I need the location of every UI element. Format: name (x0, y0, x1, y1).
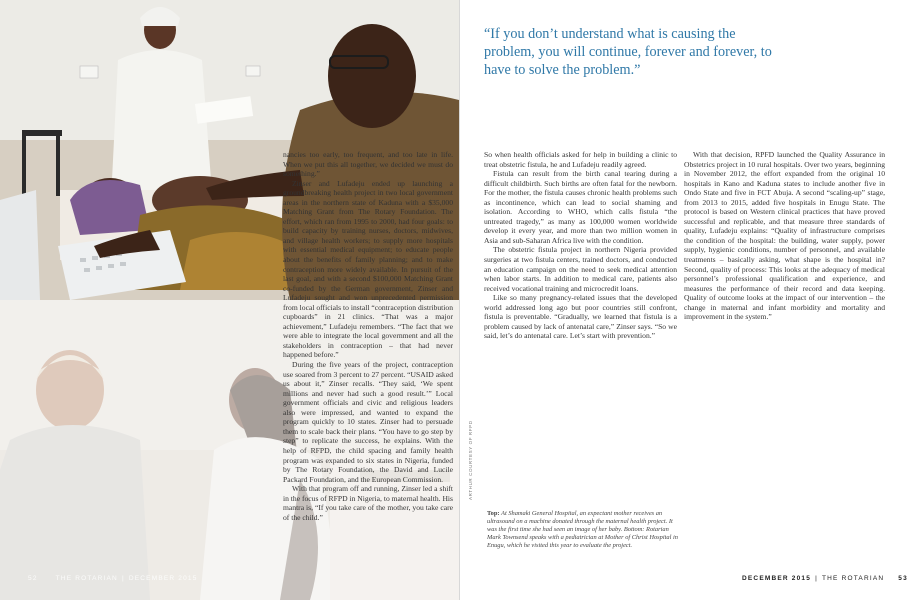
photo-credit: ARTHUR COURTESY OF RFPD (468, 420, 473, 500)
paragraph: With that program off and running, Zinser led a shift in the focus of RFPD in Nigeria, to maternal health. His mantra is, “If you take care of the mother, you take care of the child.” (283, 484, 453, 522)
paragraph: During the five years of the project, contraception use soared from 3 percent to 27 percent. “USAID asked us about it,” Zinser recalls. “They said, ‘We spent millions and never had such a good result.’” Local government officials and civic and religious leaders also were impressed, and wanted to expand the program quickly to 10 states. Zinser had to persuade them to scale back their plans. “You have to go step by step” to replicate the success, he explains. With the help of RFPD, the child spacing and family health program was expanded to six states in Nigeria, funded by The Rotary Foundation, the David and Lucile Packard Foundation, and the European Commission. (283, 360, 453, 484)
magazine-name: THE ROTARIAN (821, 575, 885, 582)
issue-date: DECEMBER 2015 (742, 575, 812, 582)
magazine-name: THE ROTARIAN (55, 575, 118, 582)
page-number: 52 (28, 575, 38, 582)
body-column-left (283, 150, 453, 522)
body-column-middle (484, 150, 677, 341)
pull-quote: “If you don’t understand what is causing the problem, you will continue, forever and forever, to have to solve the problem.” (484, 26, 772, 78)
caption-text: At Shamaki General Hospital, an expectant mother receives an ultrasound on a machine donated through the maternal health project. It was the first time she had seen an image of her baby. Bottom: Rotarian Mark Townsend speaks with a pediatrician at Mother of Christ Hospital in Enugu, which he visited this year to evaluate the project. (487, 510, 678, 549)
folio-left: 52 THE ROTARIAN | DECEMBER 2015 (28, 575, 198, 582)
paragraph: Zinser and Lufadeju ended up launching a groundbreaking health project in two local government areas in the northern state of Kaduna with a $35,000 Matching Grant from The Rotary Foundation. The effort, which ran from 1995 to 2000, had four goals: to build capacity by training nurses, doctors, midwives, and village health workers; to supply more hospitals with essential medical equipment; to educate people about the benefits of family planning; and to make contraception more widely available. In pursuit of the last goal, and with a second $100,000 Matching Grant co-funded by the German government, Zinser and Lufadeju sought and won unprecedented permission from local officials to install “contraception distribution cupboards” in 21 clinics. “That was a major achievement,” Lufadeju remembers. “The fact that we were able to integrate the local government and all the stakeholders in contraception – that had never happened before.” (283, 178, 453, 360)
issue-date: DECEMBER 2015 (128, 575, 198, 582)
paragraph: The obstetric fistula project in northern Nigeria provided surgeries at two fistula centers, trained doctors, and conducted an education campaign on the need to seek medical attention when labor starts. In addition to medical care, patients also received vocational training and microcredit loans. (484, 245, 677, 293)
paragraph: Fistula can result from the birth canal tearing during a difficult childbirth. Such births are often fatal for the newborn. For the mother, the fistula causes chronic health problems such as incontinence, which can lead to social shaming and isolation. According to WHO, which calls fistula “the untreated tragedy,” as many as 100,000 women worldwide develop it every year, and more than two million women in Asia and sub-Saharan Africa live with the condition. (484, 169, 677, 245)
paragraph: Like so many pregnancy-related issues that the developed world addressed long ago but poor countries still confront, fistula is preventable. “Gradually, we learned that fistula is a problem caused by lack of antenatal care,” Zinser says. “So we said, let’s do antenatal care. Let’s start with prevention.” (484, 293, 677, 341)
page-number: 53 (898, 575, 908, 582)
paragraph: nancies too early, too frequent, and too late in life. When we put this all together, we decided we must do something.” (283, 150, 453, 179)
paragraph: With that decision, RPFD launched the Quality Assurance in Obstetrics project in 10 rural hospitals. Over two years, beginning in November 2012, the effort expanded from the original 10 hospitals in Kano and Kaduna states to include another five in Ondo State and five in FCT Abuja. A second “scaling-up” stage, from 2013 to 2015, added five hospitals in Enugu State. The protocol is based on Western clinical practices that have proved successful and replicable, and that measure three standards of quality, Lufadeju explains: “Quality of infrastructure comprises the condition of the hospital: the building, water supply, power supply, hygienic conditions, number of personnel, and available treatments – basically asking, what shape is the hospital in? Second, quality of process: This looks at the adequacy of medical personnel’s professional qualification and experience, and measures the performance of their record and data keeping. Quality of outcome looks at the impact of our intervention – the change in maternal and infant morbidity and mortality and improvement in the system.” (684, 150, 885, 322)
folio-right: DECEMBER 2015 | THE ROTARIAN 53 (742, 575, 908, 582)
body-column-right (684, 150, 885, 322)
paragraph: So when health officials asked for help in building a clinic to treat obstetric fistula, he and Lufadeju readily agreed. (484, 150, 677, 169)
caption-lead: Top: (487, 510, 500, 517)
photo-caption (487, 510, 680, 550)
page-gutter (459, 0, 460, 600)
